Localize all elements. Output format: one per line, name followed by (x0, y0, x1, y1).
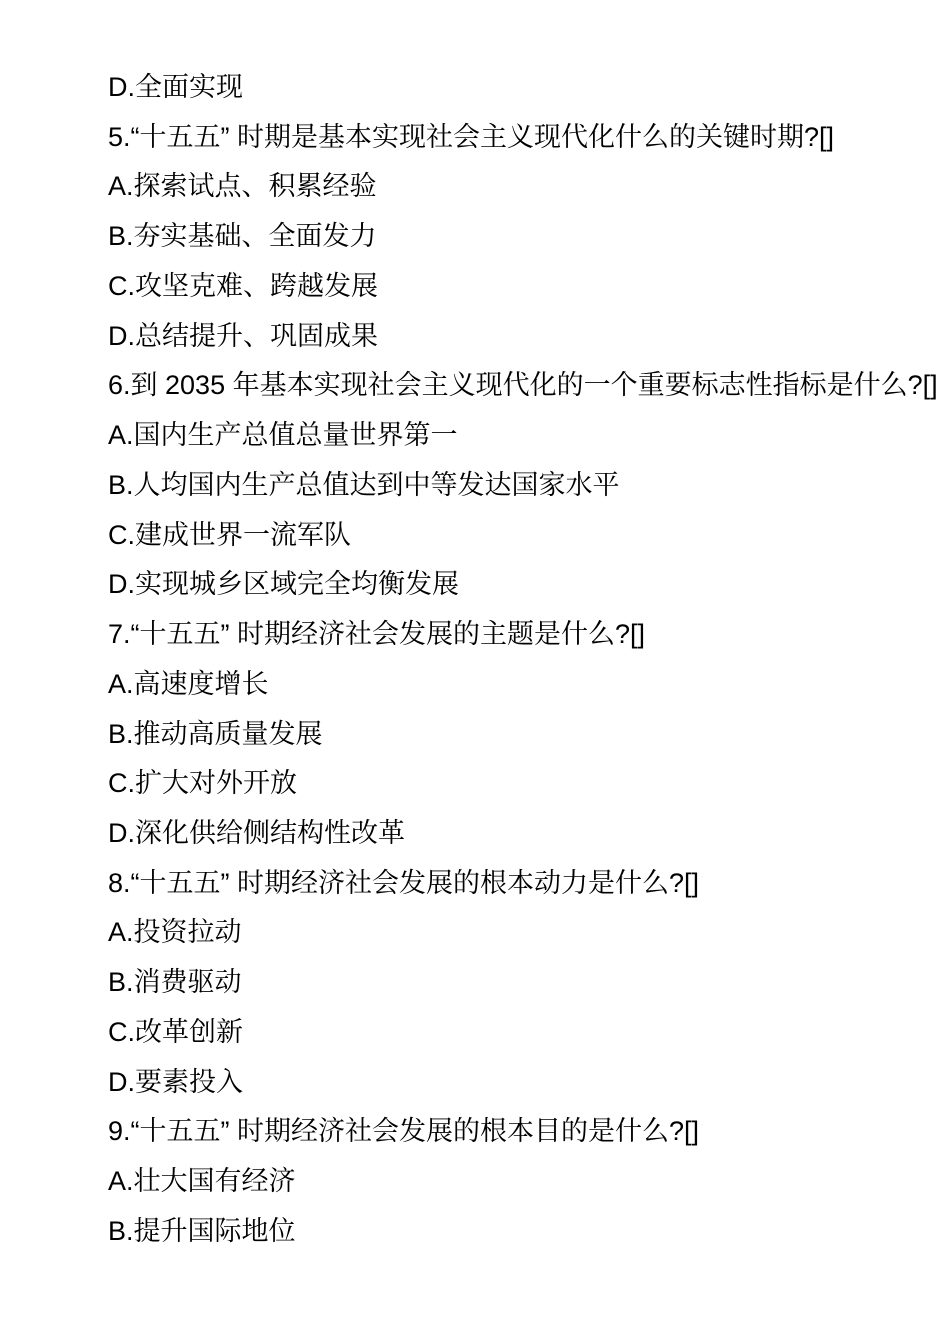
option-line: C.改革创新 (108, 1016, 243, 1047)
option-line: A.国内生产总值总量世界第一 (108, 420, 458, 451)
option-line: B.夯实基础、全面发力 (108, 221, 377, 252)
option-line: A.壮大国有经济 (108, 1166, 296, 1197)
option-line: D.全面实现 (108, 72, 243, 102)
question-line: 9.“十五五” 时期经济社会发展的根本目的是什么?[] (108, 1116, 700, 1147)
option-line: A.高速度增长 (108, 668, 269, 699)
option-line: D.要素投入 (108, 1066, 243, 1097)
option-line: B.人均国内生产总值达到中等发达国家水平 (108, 469, 620, 500)
option-line: D.总结提升、巩固成果 (108, 320, 378, 351)
option-line: B.提升国际地位 (108, 1215, 296, 1246)
question-line: 5.“十五五” 时期是基本实现社会主义现代化什么的关键时期?[] (108, 121, 835, 152)
question-line: 6.到 2035 年基本实现社会主义现代化的一个重要标志性指标是什么?[] (108, 370, 938, 401)
option-line: C.扩大对外开放 (108, 768, 297, 799)
option-line: A.探索试点、积累经验 (108, 171, 377, 202)
option-line: A.投资拉动 (108, 917, 242, 948)
option-line: B.推动高质量发展 (108, 718, 323, 749)
option-line: B.消费驱动 (108, 967, 242, 998)
question-line: 8.“十五五” 时期经济社会发展的根本动力是什么?[] (108, 867, 700, 898)
option-line: D.深化供给侧结构性改革 (108, 818, 405, 849)
question-line: 7.“十五五” 时期经济社会发展的主题是什么?[] (108, 619, 646, 650)
option-line: C.攻坚克难、跨越发展 (108, 270, 378, 301)
quiz-text-block (108, 63, 938, 1257)
option-line: C.建成世界一流军队 (108, 519, 351, 550)
option-line: D.实现城乡区域完全均衡发展 (108, 569, 459, 600)
